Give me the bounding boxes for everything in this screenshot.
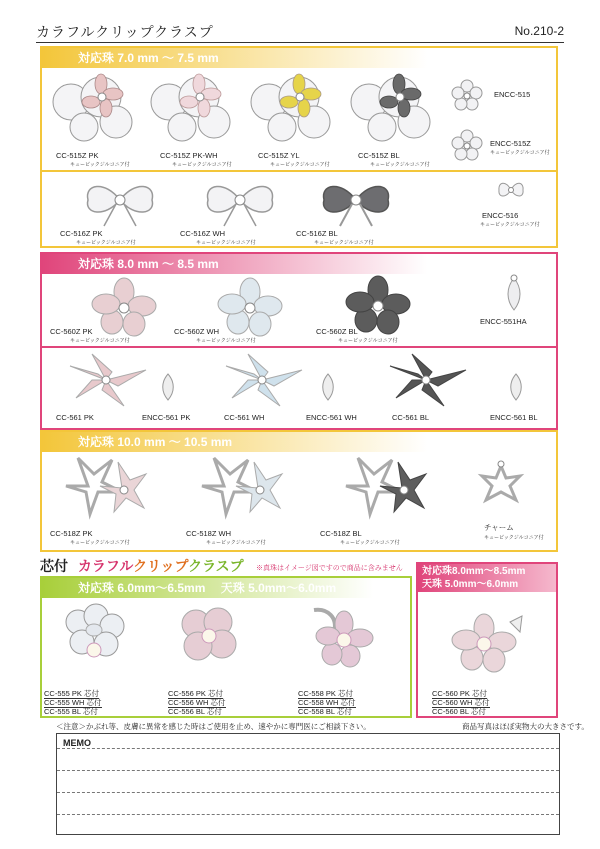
clasp-561-bl-image (382, 352, 470, 408)
label-560-wh: CC-560 WH 芯付 (432, 698, 490, 707)
label-518z-pk: CC-518Z PK (50, 529, 93, 538)
memo-label: MEMO (63, 738, 91, 748)
clasp-515z-bl-image (344, 72, 434, 150)
clasp-558-image (304, 604, 374, 670)
sub-charm: キュービックジルコニア付 (484, 535, 544, 541)
clasp-518z-wh-image (196, 452, 288, 522)
label-558-bl: CC-558 BL 芯付 (298, 707, 352, 716)
clasp-561-pk-image (62, 352, 150, 408)
sub-515z-pkwh: キュービックジルコニア付 (172, 162, 232, 168)
label-516z-pk: CC-516Z PK (60, 229, 103, 238)
core-band-right-a: 対応珠8.0mm〜8.5mm (422, 566, 526, 577)
label-515z-yl: CC-515Z YL (258, 151, 300, 160)
core-note: ※真珠はイメージ図ですので商品に含みません (256, 565, 403, 572)
charm-518-image (476, 458, 526, 508)
core-title-part-1: カラフル (77, 558, 134, 574)
label-encc515: ENCC-515 (494, 90, 531, 99)
label-555-wh: CC-555 WH 芯付 (44, 698, 102, 707)
label-558-pk: CC-558 PK 芯付 (298, 689, 354, 698)
label-560-pk: CC-560 PK 芯付 (432, 689, 488, 698)
section-core-right-band (418, 564, 556, 592)
charm-encc515z-image (452, 130, 482, 160)
clasp-560-image (448, 612, 528, 676)
label-encc551ha: ENCC-551HA (480, 317, 527, 326)
label-518z-bl: CC-518Z BL (320, 529, 362, 538)
sub-515z-bl: キュービックジルコニア付 (370, 162, 430, 168)
clasp-556-image (176, 604, 242, 664)
clasp-560z-pk-image (90, 278, 160, 340)
label-515z-bl: CC-515Z BL (358, 151, 400, 160)
label-556-pk: CC-556 PK 芯付 (168, 689, 224, 698)
sub-560z-pk: キュービックジルコニア付 (70, 338, 130, 344)
sub-518z-wh: キュービックジルコニア付 (206, 540, 266, 546)
sub-encc515z: キュービックジルコニア付 (490, 150, 550, 156)
core-band-left-a: 対応珠 6.0mm〜6.5mm (78, 581, 206, 595)
memo-line-3 (57, 792, 559, 793)
section-8mm-divider (42, 346, 556, 348)
section-core-left-band (42, 578, 410, 598)
label-560-bl: CC-560 BL 芯付 (432, 707, 486, 716)
sub-516z-pk: キュービックジルコニア付 (76, 240, 136, 246)
sub-516z-bl: キュービックジルコニア付 (314, 240, 374, 246)
core-prefix: 芯付 (40, 558, 68, 574)
section-7mm-band: 対応珠 7.0 mm 〜 7.5 mm (42, 48, 556, 68)
charm-encc561-wh-image (320, 372, 336, 402)
core-title (40, 556, 244, 576)
charm-encc515-image (452, 80, 482, 110)
label-560z-bl: CC-560Z BL (316, 327, 358, 336)
label-516z-bl: CC-516Z BL (296, 229, 338, 238)
section-8mm-band: 対応珠 8.0 mm 〜 8.5 mm (42, 254, 556, 274)
charm-encc561-pk-image (160, 372, 176, 402)
sub-515z-yl: キュービックジルコニア付 (270, 162, 330, 168)
sub-518z-bl: キュービックジルコニア付 (340, 540, 400, 546)
section-7mm-divider (42, 170, 556, 172)
core-band-left-b: 天珠 5.0mm〜6.0mm (220, 581, 337, 595)
label-515z-pk: CC-515Z PK (56, 151, 99, 160)
memo-box[interactable] (56, 733, 560, 835)
sub-516z-wh: キュービックジルコニア付 (196, 240, 256, 246)
charm-encc516-image (496, 180, 526, 204)
label-515z-pkwh: CC-515Z PK-WH (160, 151, 218, 160)
label-560z-pk: CC-560Z PK (50, 327, 93, 336)
clasp-516z-pk-image (80, 178, 160, 228)
clasp-561-wh-image (218, 352, 306, 408)
label-556-wh: CC-556 WH 芯付 (168, 698, 226, 707)
clasp-560z-wh-image (216, 278, 286, 340)
label-561-bl: CC-561 BL (392, 413, 430, 422)
label-560z-wh: CC-560Z WH (174, 327, 220, 336)
clasp-518z-bl-image (340, 452, 432, 522)
clasp-555-image (58, 604, 138, 666)
clasp-515z-pkwh-image (144, 72, 234, 150)
label-556-bl: CC-556 BL 芯付 (168, 707, 222, 716)
memo-line-1 (57, 748, 559, 749)
label-encc561-pk: ENCC-561 PK (142, 413, 191, 422)
page-title: カラフルクリップクラスプ (36, 24, 214, 40)
label-charm: チャーム (484, 523, 514, 532)
charm-encc551ha-image (504, 274, 524, 312)
core-band-right-b: 天珠 5.0mm〜6.0mm (422, 579, 519, 590)
header-rule (36, 42, 564, 43)
memo-line-4 (57, 814, 559, 815)
sub-encc516: キュービックジルコニア付 (480, 222, 540, 228)
label-encc561-wh: ENCC-561 WH (306, 413, 357, 422)
size-note: 商品写真はほぼ実物大の大きさです。 (462, 722, 589, 731)
caution-text: ＜注意＞かぶれ等、皮膚に異常を感じた時はご使用を止め、速やかに専門医にご相談下さい。 (56, 722, 371, 731)
clasp-515z-pk-image (46, 72, 136, 150)
core-title-part-3: クラスプ (188, 558, 244, 574)
label-561-pk: CC-561 PK (56, 413, 94, 422)
section-10mm-band: 対応珠 10.0 mm 〜 10.5 mm (42, 432, 556, 452)
page-number: No.210-2 (514, 24, 564, 38)
sub-518z-pk: キュービックジルコニア付 (70, 540, 130, 546)
clasp-516z-bl-image (316, 178, 396, 228)
clasp-516z-wh-image (200, 178, 280, 228)
label-555-bl: CC-555 BL 芯付 (44, 707, 98, 716)
label-561-wh: CC-561 WH (224, 413, 265, 422)
label-558-wh: CC-558 WH 芯付 (298, 698, 356, 707)
label-encc561-bl: ENCC-561 BL (490, 413, 538, 422)
label-516z-wh: CC-516Z WH (180, 229, 226, 238)
label-encc515z: ENCC-515Z (490, 139, 531, 148)
sub-560z-bl: キュービックジルコニア付 (338, 338, 398, 344)
core-title-part-2: クリップ (133, 558, 189, 574)
label-555-pk: CC-555 PK 芯付 (44, 689, 100, 698)
label-518z-wh: CC-518Z WH (186, 529, 232, 538)
charm-encc561-bl-image (508, 372, 524, 402)
clasp-518z-pk-image (60, 452, 152, 522)
memo-line-2 (57, 770, 559, 771)
label-encc516: ENCC-516 (482, 211, 519, 220)
sub-515z-pk: キュービックジルコニア付 (70, 162, 130, 168)
clasp-515z-yl-image (244, 72, 334, 150)
sub-560z-wh: キュービックジルコニア付 (196, 338, 256, 344)
